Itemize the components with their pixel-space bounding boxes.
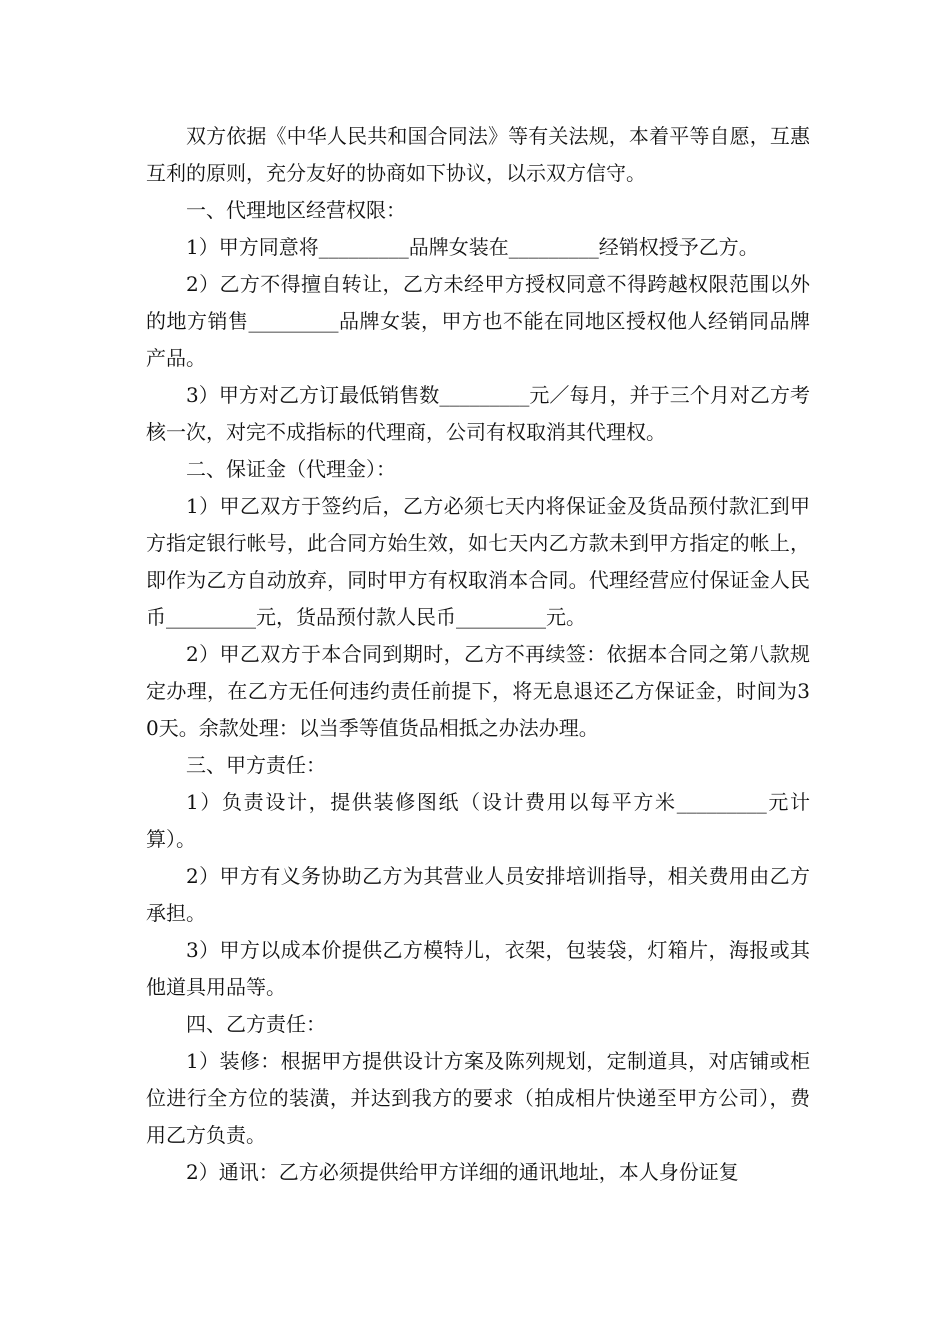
section-heading: 四、乙方责任： bbox=[186, 1012, 326, 1036]
clause-paragraph: 1）负责设计，提供装修图纸（设计费用以每平方米_________元计算）。 bbox=[146, 790, 810, 851]
section-heading: 一、代理地区经营权限： bbox=[186, 198, 406, 222]
intro-paragraph: 双方依据《中华人民共和国合同法》等有关法规，本着平等自愿，互惠互利的原则，充分友好的协商如下协议，以示双方信守。 bbox=[146, 124, 810, 185]
clause-paragraph: 3）甲方以成本价提供乙方模特儿，衣架，包装袋，灯箱片，海报或其他道具用品等。 bbox=[146, 938, 810, 999]
clause-paragraph: 2）通讯：乙方必须提供给甲方详细的通讯地址，本人身份证复 bbox=[186, 1160, 739, 1184]
section-heading: 三、甲方责任： bbox=[186, 753, 326, 777]
clause-paragraph: 2）乙方不得擅自转让，乙方未经甲方授权同意不得跨越权限范围以外的地方销售_________品牌女装，甲方也不能在同地区授权他人经销同品牌产品。 bbox=[146, 272, 810, 370]
section-heading: 二、保证金（代理金）： bbox=[186, 457, 396, 481]
clause-paragraph: 1）甲乙双方于签约后，乙方必须七天内将保证金及货品预付款汇到甲方指定银行帐号，此合同方始生效，如七天内乙方款未到甲方指定的帐上，即作为乙方自动放弃，同时甲方有权取消本合同。代理经营应付保证金人民币_________元，货品预付款人民币_________元。 bbox=[146, 494, 810, 629]
document-body bbox=[146, 118, 810, 1191]
clause-paragraph: 2）甲乙双方于本合同到期时，乙方不再续签：依据本合同之第八款规定办理，在乙方无任何违约责任前提下，将无息退还乙方保证金，时间为30天。余款处理：以当季等值货品相抵之办法办理。 bbox=[146, 642, 810, 740]
clause-paragraph: 1）甲方同意将_________品牌女装在_________经销权授予乙方。 bbox=[186, 235, 759, 259]
clause-paragraph: 3）甲方对乙方订最低销售数_________元／每月，并于三个月对乙方考核一次，对完不成指标的代理商，公司有权取消其代理权。 bbox=[146, 383, 810, 444]
clause-paragraph: 2）甲方有义务协助乙方为其营业人员安排培训指导，相关费用由乙方承担。 bbox=[146, 864, 810, 925]
clause-paragraph: 1）装修：根据甲方提供设计方案及陈列规划，定制道具，对店铺或柜位进行全方位的装潢，并达到我方的要求（拍成相片快递至甲方公司），费用乙方负责。 bbox=[146, 1049, 810, 1147]
